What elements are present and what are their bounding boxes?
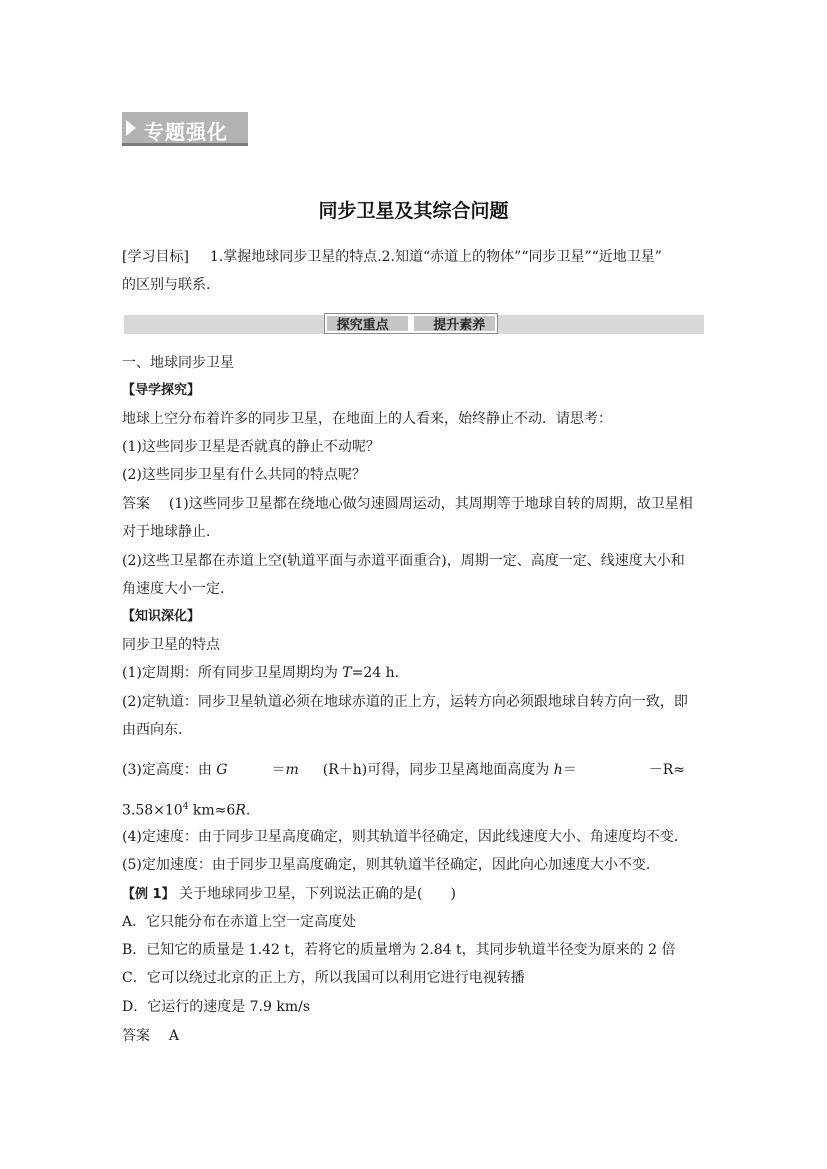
feature-4: (4)定速度：由于同步卫星高度确定，则其轨道半径确定，因此线速度大小、角速度均不变． [122, 829, 688, 845]
feature-1-var: T [342, 665, 352, 681]
answer-1-text: (1)这些同步卫星都在绕地心做匀速圆周运动，其周期等于地球自转的周期，故卫星相 [168, 496, 693, 512]
page-title: 同步卫星及其综合问题 [318, 200, 509, 222]
option-c: C．它可以绕过北京的正上方，所以我国可以利用它进行电视转播 [122, 970, 525, 986]
answer-3-label: 答案 [122, 1028, 150, 1044]
section-banner [122, 112, 248, 146]
feature-3-a: (3)定高度：由 [122, 762, 217, 778]
answer-1-cont: 对于地球静止． [122, 524, 220, 540]
option-d: D．它运行的速度是 7.9 km/s [122, 999, 311, 1015]
feature-3-result-pre: 3.58×10 [122, 802, 183, 819]
objectives-text-cont: 的区别与联系. [122, 277, 211, 293]
answer-3 [122, 1026, 710, 1046]
feature-3-c: －R≈ [648, 762, 685, 778]
feature-3-result [122, 797, 710, 821]
answer-label: 答案 [122, 496, 150, 512]
feature-3-h: h [553, 762, 563, 778]
option-a: A．它只能分布在赤道上空一定高度处 [122, 914, 357, 930]
guide-label: 【导学探究】 [122, 383, 201, 398]
badge-separator [408, 316, 414, 331]
feature-3-exponent: 4 [182, 802, 189, 812]
play-arrow-icon [126, 120, 136, 136]
feature-5: (5)定加速度：由于同步卫星高度确定，则其轨道半径确定，因此向心加速度大小不变． [122, 857, 660, 873]
feature-3-G: G [216, 762, 228, 778]
feature-1 [122, 663, 710, 683]
feature-3-m: m [285, 762, 299, 778]
section-heading: 一、地球同步卫星 [122, 355, 234, 371]
feature-3-eq2: ＝ [562, 762, 577, 778]
feature-3-eq: ＝ [271, 762, 286, 778]
intro-text: 地球上空分布着许多的同步卫星，在地面上的人看来，始终静止不动．请思考： [122, 411, 612, 427]
deepen-label: 【知识深化】 [122, 609, 201, 624]
feature-3-b: (R＋h)可得，同步卫星离地面高度为 [322, 762, 554, 778]
banner-label: 专题强化 [144, 120, 228, 144]
feature-3 [122, 760, 710, 780]
answer-1 [122, 494, 710, 514]
badge-right-label: 提升素养 [433, 318, 486, 333]
option-b: B．已知它的质量是 1.42 t，若将它的质量增为 2.84 t，其同步轨道半径变为原来的 2 倍 [122, 942, 676, 958]
badge-left-label: 探究重点 [336, 318, 389, 333]
feature-3-R: R [235, 802, 246, 819]
section-badge [324, 313, 498, 334]
example-text: 关于地球同步卫星，下列说法正确的是( ) [174, 886, 456, 902]
answer-2-cont: 角速度大小一定． [122, 581, 234, 597]
feature-1-pre: (1)定周期：所有同步卫星周期均为 [122, 665, 343, 681]
learning-objectives [122, 247, 710, 267]
feature-1-post: =24 h. [351, 665, 400, 681]
question-1: (1)这些同步卫星是否就真的静止不动呢？ [122, 439, 380, 455]
objectives-text: 1.掌握地球同步卫星的特点.2.知道“赤道上的物体”“同步卫星”“近地卫星” [209, 249, 662, 265]
answer-3-value: A [168, 1028, 180, 1044]
feature-2: (2)定轨道：同步卫星轨道必须在地球赤道的正上方，运转方向必须跟地球自转方向一致，即 [122, 694, 688, 710]
example-label: 【例 1】 [122, 887, 175, 902]
feature-3-result-post: km≈6 [188, 802, 236, 819]
question-2: (2)这些同步卫星有什么共同的特点呢？ [122, 467, 366, 483]
feature-3-dot: . [245, 802, 251, 819]
features-title: 同步卫星的特点 [122, 637, 220, 653]
answer-2: (2)这些卫星都在赤道上空(轨道平面与赤道平面重合)，周期一定、高度一定、线速度大小和 [122, 553, 685, 569]
feature-2-cont: 由西向东． [122, 722, 192, 738]
section-divider-bar [124, 315, 704, 334]
example-1 [122, 884, 710, 905]
objectives-label: [学习目标] [122, 249, 189, 265]
